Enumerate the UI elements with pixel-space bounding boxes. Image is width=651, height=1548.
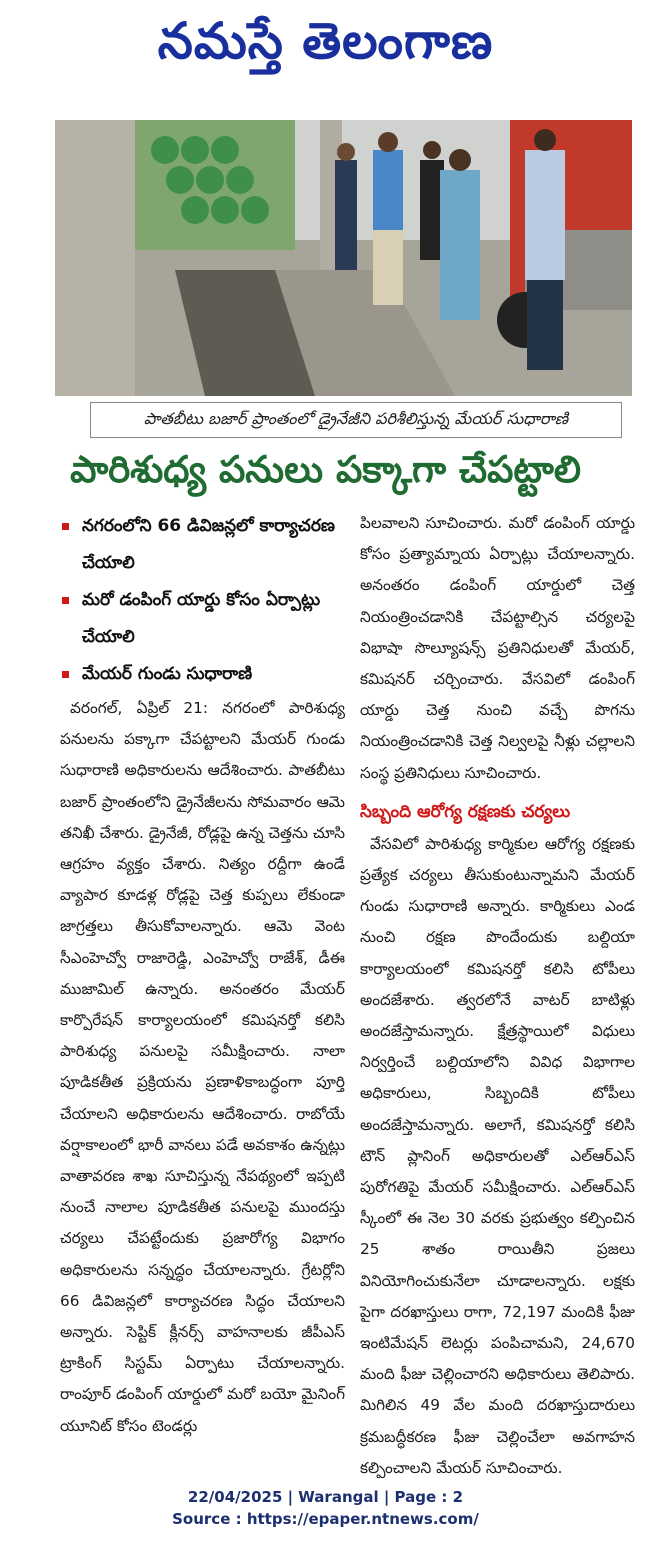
footer [0, 1486, 651, 1530]
highlight-text: మరో డంపింగ్ యార్డు కోసం ఏర్పాట్లు చేయాలి [82, 590, 321, 647]
article-column-right [360, 508, 635, 1484]
article-body-right: పిలవాలని సూచించారు. మరో డంపింగ్ యార్డు కోసం ప్రత్యామ్నాయ ఏర్పాట్లు చేయాలన్నారు. అనంతరం డంపింగ్ యార్డులో చెత్త నియంత్రించడానికి చేపట్టాల్సిన చర్యలపై విభాషా సొల్యూషన్స్ ప్రతినిధులతో మేయర్, కమిషనర్ చర్చించారు. వేసవిలో డంపింగ్ యార్డు చెత్త నుంచి వచ్చే పొగను నియంత్రించడానికి చెత్త నిల్వలపై నీళ్లు చల్లాలని సంస్థ ప్రతినిధులు సూచించారు. [360, 514, 635, 782]
highlight-item [60, 508, 345, 582]
bullet-icon [62, 671, 69, 678]
footer-source-link: Source : https://epaper.ntnews.com/ [172, 1510, 479, 1528]
highlight-text: మేయర్ గుండు సుధారాణి [82, 664, 253, 684]
masthead [0, 0, 651, 110]
highlight-item [60, 582, 345, 656]
article-body-left: వరంగల్, ఏప్రిల్ 21: నగరంలో పారిశుధ్య పనులను పక్కాగా చేపట్టాలని మేయర్ గుండు సుధారాణి అధికారులను ఆదేశించారు. పాతబీటు బజార్ ప్రాంతంలోని డ్రైనేజీలను సోమవారం ఆమె తనిఖీ చేశారు. డ్రైనేజీ, రోడ్లపై ఉన్న చెత్తను చూసి ఆగ్రహం వ్యక్తం చేశారు. నిత్యం రద్దీగా ఉండే వ్యాపార కూడళ్ల రోడ్లపై చెత్త కుప్పలు లేకుండా జాగ్రత్తలు తీసుకోవాలన్నారు. ఆమె వెంట సీఎంహెచ్వో రాజారెడ్డి, ఎంహెచ్వో రాజేశ్, డీఈ ముజామిల్ ఉన్నారు. అనంతరం మేయర్ కార్పొరేషన్ కార్యాలయంలో కమిషనర్తో కలిసి పారిశుధ్య పనులపై సమీక్షించారు. నాలా పూడికతీత ప్రక్రియను ప్రణాళికాబద్ధంగా పూర్తి చేయాలని అధికారులను ఆదేశించారు. రాబోయే వర్షాకాలంలో భారీ వానలు పడే అవకాశం ఉన్నట్లు వాతావరణ శాఖ సూచిస్తున్న నేపథ్యంలో ఇప్పటి నుంచే నాలాల పూడికతీత పనులపై ముందస్తు చర్యలు చేపట్టేందుకు ప్రజారోగ్య విభాగం అధికారులను సన్నద్ధం చేయాలన్నారు. గ్రేటర్లోని 66 డివిజన్లలో కార్యాచరణ సిద్ధం చేయాలని అన్నారు. సెప్టిక్ క్లీనర్స్ వాహనాలకు జీపీఎస్ ట్రాకింగ్ సిస్టమ్ ఏర్పాటు చేయాలన్నారు. రాంపూర్ డంపింగ్ యార్డులో మరో బయో మైనింగ్ యూనిట్ కోసం టెండర్లు [60, 699, 345, 1435]
article-column-left [60, 508, 345, 1442]
article-body-right-2: వేసవిలో పారిశుధ్య కార్మికుల ఆరోగ్య రక్షణకు ప్రత్యేక చర్యలు తీసుకుంటున్నామని మేయర్ గుండు సుధారాణి అన్నారు. కార్మికులు ఎండ నుంచి రక్షణ పొందేందుకు బల్దియా కార్యాలయంలో కమిషనర్తో కలిసి టోపీలు అందజేశారు. త్వరలోనే వాటర్ బాటిళ్లు అందజేస్తామన్నారు. క్షేత్రస్థాయిలో విధులు నిర్వర్తించే బల్దియాలోని వివిధ విభాగాల అధికారులు, సిబ్బందికి టోపీలు అందజేస్తామన్నారు. అలాగే, కమిషనర్తో కలిసి టౌన్ ప్లానింగ్ అధికారులతో ఎల్ఆర్ఎస్ పురోగతిపై మేయర్ సమీక్షించారు. ఎల్ఆర్ఎస్ స్కీంలో ఈ నెల 30 వరకు ప్రభుత్వం కల్పించిన 25 శాతం రాయితీని ప్రజలు వినియోగించుకునేలా చూడాలన్నారు. లక్షకు పైగా దరఖాస్తులు రాగా, 72,197 మందికి ఫీజు ఇంటిమేషన్ లెటర్లు పంపిచామని, 24,670 మంది ఫీజు చెల్లించారని అధికారులు తెలిపారు. మిగిలిన 49 వేల మంది దరఖాస్తుదారులు క్రమబద్ధీకరణ ఫీజు చెల్లించేలా అవగాహన కల్పించాలని మేయర్ సూచించారు. [360, 834, 635, 1477]
footer-date-edition: 22/04/2025 | Warangal | Page : 2 [187, 1488, 464, 1506]
headline: పారిశుధ్య పనులు పక్కాగా చేపట్టాలి [70, 448, 581, 491]
bullet-icon [62, 523, 69, 530]
photo-caption: పాతబీటు బజార్ ప్రాంతంలో డ్రైనేజీని పరిశీలిస్తున్న మేయర్ సుధారాణి [90, 402, 622, 438]
highlight-item [60, 656, 345, 693]
highlight-list [60, 508, 345, 693]
bullet-icon [62, 597, 69, 604]
highlight-text: నగరంలోని 66 డివిజన్లలో కార్యాచరణ చేయాలి [82, 516, 335, 573]
news-photo [55, 120, 632, 396]
masthead-logo: నమస్తే తెలంగాణ [157, 12, 494, 70]
article-subheading: సిబ్బంది ఆరోగ్య రక్షణకు చర్యలు [360, 801, 571, 822]
photo-illustration [55, 120, 632, 396]
